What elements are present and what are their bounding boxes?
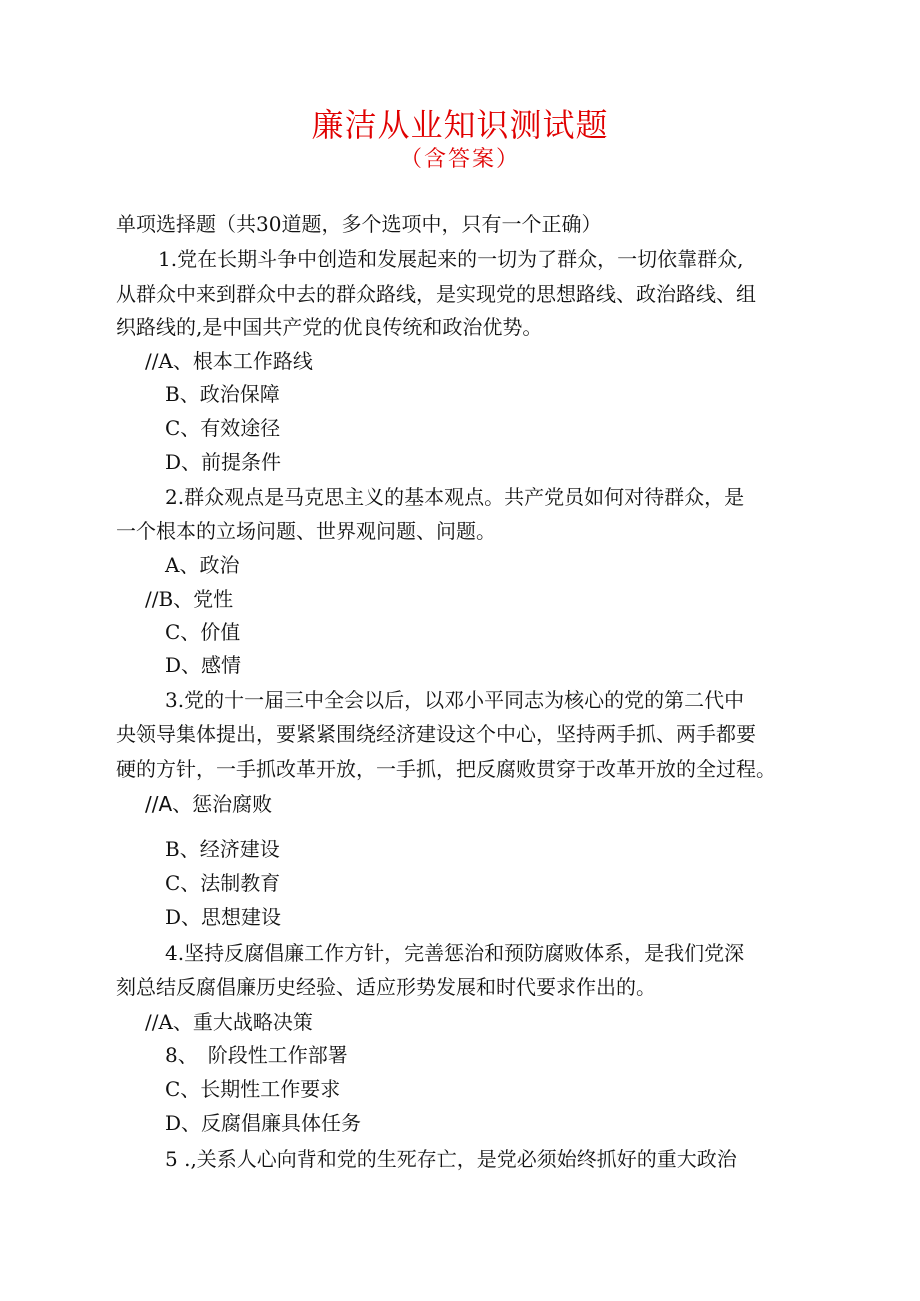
question-2-option-b: //B、党性 [145,587,234,611]
question-4-option-b: 8、 阶段性工作部署 [165,1043,348,1067]
question-4-option-d: D、反腐倡廉具体任务 [165,1111,362,1135]
question-2-option-d: D、感情 [165,653,242,677]
question-3-option-b: B、经济建设 [165,837,280,861]
question-1-option-c: C、有效途径 [165,416,281,440]
question-4-line-2: 刻总结反腐倡廉历史经验、适应形势发展和时代要求作出的。 [116,975,656,999]
question-3-option-c: C、法制教育 [165,871,281,895]
document-title: 廉洁从业知识测试题 [311,106,609,144]
question-4-line-1: 4.坚持反腐倡廉工作方针，完善惩治和预防腐败体系，是我们党深 [165,941,745,965]
question-1-line-1: 1.党在长期斗争中创造和发展起来的一切为了群众，一切依靠群众, [158,247,744,271]
question-3-line-1: 3.党的十一届三中全会以后，以邓小平同志为核心的党的第二代中 [165,688,745,712]
question-1-line-3: 织路线的,是中国共产党的优良传统和政治优势。 [116,315,543,339]
question-3-line-3: 硬的方针，一手抓改革开放，一手抓，把反腐败贯穿于改革开放的全过程。 [116,757,776,781]
question-4-option-c: C、长期性工作要求 [165,1077,341,1101]
question-4-option-a: //A、重大战略决策 [145,1010,313,1034]
question-5-line-1: 5 .,关系人心向背和党的生死存亡，是党必须始终抓好的重大政治 [165,1147,737,1171]
question-2-line-1: 2.群众观点是马克思主义的基本观点。共产党员如何对待群众，是 [165,485,745,509]
question-1-option-d: D、前提条件 [165,450,282,474]
section-heading: 单项选择题（共30道题，多个选项中，只有一个正确） [116,212,602,236]
question-3-line-2: 央领导集体提出，要紧紧围绕经济建设这个中心，坚持两手抓、两手都要 [116,722,756,746]
question-1-line-2: 从群众中来到群众中去的群众路线，是实现党的思想路线、政治路线、组 [116,282,756,306]
question-1-option-a: //A、根本工作路线 [145,349,313,373]
question-2-option-c: C、价值 [165,620,241,644]
question-3-option-a: //A、惩治腐败 [145,792,273,816]
document-subtitle: （含答案） [399,147,520,172]
question-1-option-b: B、政治保障 [165,382,280,406]
question-2-option-a: A、政治 [165,553,240,577]
question-2-line-2: 一个根本的立场问题、世界观问题、问题。 [116,519,496,543]
question-3-option-d: D、思想建设 [165,905,282,929]
